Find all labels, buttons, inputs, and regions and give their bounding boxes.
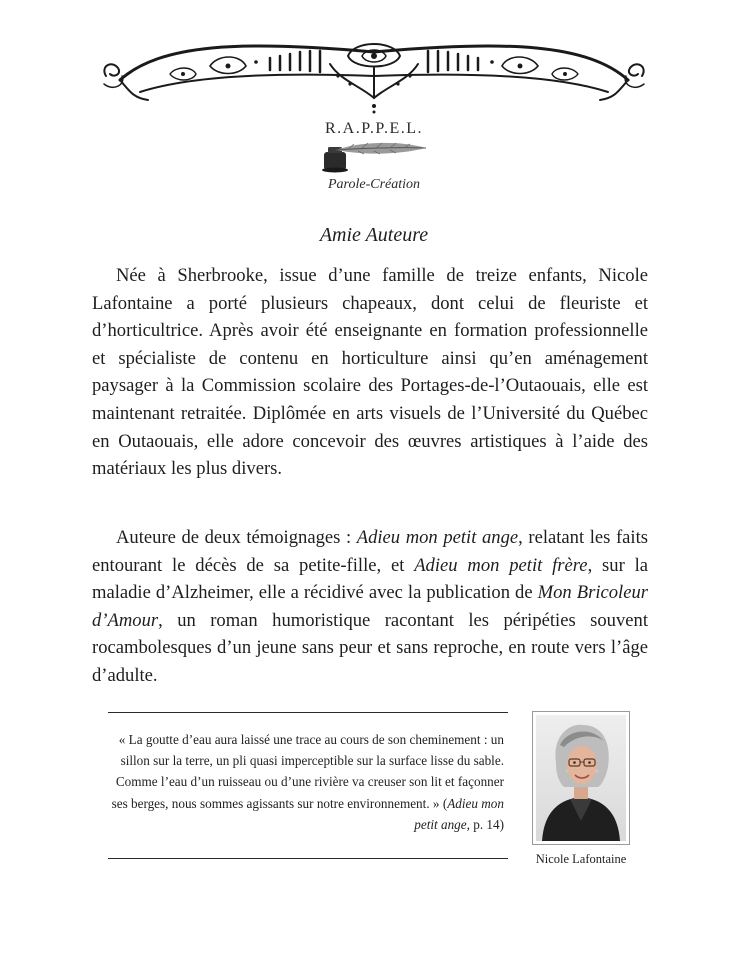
author-photo-frame xyxy=(532,711,630,845)
quote-block xyxy=(108,729,504,835)
quote-source-open: ( xyxy=(442,795,448,811)
section-title: Amie Auteure xyxy=(319,224,429,246)
photo-caption: Nicole Lafontaine xyxy=(535,852,627,866)
logo-subtitle: Parole-Création xyxy=(327,177,421,192)
ornamental-header-icon xyxy=(100,36,648,116)
bio-paragraph-2 xyxy=(92,524,648,690)
book-title-adieu-frere: Adieu mon petit frère xyxy=(414,554,588,576)
quote-text: « La goutte d’eau aura laissé une trace au cours de son cheminement : un sillon sur la terre, un pli quasi imperceptible sur la surface lisse du sable. Comme l’eau d’un ruisseau ou d’une rivière va creuser son lit et façonner ses berges, nous sommes agissants sur notre environnement. » xyxy=(111,732,504,811)
bio-p2-text-3: , sur la maladie d’Alzheimer, elle a récidivé avec la publication de xyxy=(92,554,648,604)
inkwell-quill-icon xyxy=(318,140,430,174)
quote-source-title: Adieu mon petit ange, xyxy=(414,795,504,832)
bio-p2-text-2: , relatant les faits entourant le décès de sa petite-fille, et xyxy=(92,527,648,576)
bio-p2-text-4: , un roman humoristique racontant les péripéties souvent rocambolesques d’un jeune sans peur et sans reproche, en route vers l’âge d’adulte. xyxy=(92,609,648,686)
logo-title: R.A.P.P.E.L. xyxy=(324,120,424,137)
book-title-bricoleur: Mon Bricoleur d’Amour xyxy=(92,582,648,631)
book-title-adieu-ange: Adieu mon petit ange xyxy=(356,527,519,548)
bio-p2-text-1: Auteure de deux témoignages : xyxy=(116,527,357,548)
quote-bottom-rule xyxy=(108,858,508,859)
quote-source-page: p. 14) xyxy=(469,816,504,832)
author-portrait xyxy=(536,715,626,841)
bio-paragraph-1: Née à Sherbrooke, issue d’une famille de treize enfants, Nicole Lafontaine a porté plusieurs chapeaux, dont celui de fleuriste et d’horticultrice. Après avoir été enseignante en formation professionnelle et spécialiste de contenu en horticulture ainsi qu’en aménagement paysager à la Commission scolaire des Portages-de-l’Outaouais, elle est maintenant retraitée. Diplômée en arts visuels de l’Université du Québec en Outaouais, elle adore concevoir des œuvres artistiques à l’aide des matériaux les plus divers. xyxy=(92,265,648,480)
quote-top-rule xyxy=(108,712,508,713)
